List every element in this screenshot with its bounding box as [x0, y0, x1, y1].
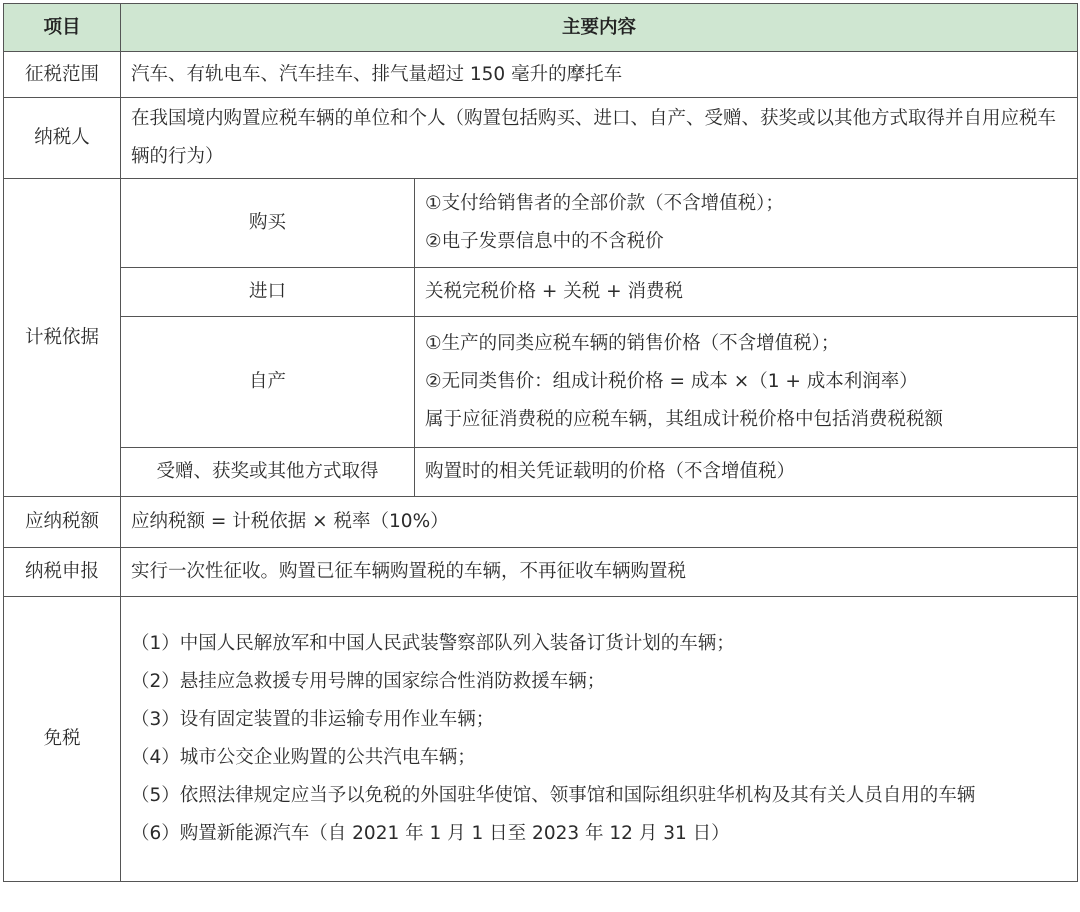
- table-row: [4, 597, 1078, 882]
- exempt-item: （5）依照法律规定应当予以免税的外国驻华使馆、领事馆和国际组织驻华机构及其有关人员自用的车辆: [131, 785, 976, 806]
- detail-line: 关税完税价格 + 关税 + 消费税: [425, 281, 684, 302]
- basis-type: 购买: [121, 179, 415, 268]
- basis-detail: [415, 268, 1078, 317]
- table-row: [4, 448, 1078, 497]
- vehicle-purchase-tax-table: [3, 3, 1078, 882]
- detail-line: 属于应征消费税的应税车辆，其组成计税价格中包括消费税税额: [425, 409, 944, 430]
- exempt-item: （1）中国人民解放军和中国人民武装警察部队列入装备订货计划的车辆；: [131, 633, 735, 654]
- basis-detail: [415, 448, 1078, 497]
- basis-detail: [415, 179, 1078, 268]
- table-row: [4, 497, 1078, 548]
- row-label-declare: 纳税申报: [4, 548, 121, 597]
- detail-line: ②无同类售价：组成计税价格 = 成本 ×（1 + 成本利润率）: [425, 371, 918, 392]
- table-row: [4, 548, 1078, 597]
- table-row: [4, 179, 1078, 268]
- header-content: 主要内容: [121, 4, 1078, 52]
- taxpayer-content: 在我国境内购置应税车辆的单位和个人（购置包括购买、进口、自产、受赠、获奖或以其他方式取得并自用应税车辆的行为）: [121, 98, 1078, 179]
- exempt-item: （2）悬挂应急救援专用号牌的国家综合性消防救援车辆；: [131, 671, 606, 692]
- row-label-basis: 计税依据: [4, 179, 121, 497]
- table-row: [4, 52, 1078, 98]
- detail-line: ②电子发票信息中的不含税价: [425, 231, 664, 252]
- header-row: [4, 4, 1078, 52]
- exempt-item: （4）城市公交企业购置的公共汽电车辆；: [131, 747, 476, 768]
- row-label-taxpayer: 纳税人: [4, 98, 121, 179]
- declare-content: 实行一次性征收。购置已征车辆购置税的车辆，不再征收车辆购置税: [121, 548, 1078, 597]
- row-label-amount: 应纳税额: [4, 497, 121, 548]
- basis-type: 进口: [121, 268, 415, 317]
- table-row: [4, 98, 1078, 179]
- basis-detail: [415, 317, 1078, 448]
- table-row: [4, 268, 1078, 317]
- basis-type: 受赠、获奖或其他方式取得: [121, 448, 415, 497]
- exempt-item: （3）设有固定装置的非运输专用作业车辆；: [131, 709, 495, 730]
- exempt-list: [121, 597, 1078, 882]
- scope-content: 汽车、有轨电车、汽车挂车、排气量超过 150 毫升的摩托车: [121, 52, 1078, 98]
- detail-line: ①生产的同类应税车辆的销售价格（不含增值税）；: [425, 333, 840, 354]
- header-item: 项目: [4, 4, 121, 52]
- detail-line: 购置时的相关凭证载明的价格（不含增值税）: [425, 461, 796, 482]
- basis-type: 自产: [121, 317, 415, 448]
- exempt-item: （6）购置新能源汽车（自 2021 年 1 月 1 日至 2023 年 12 月 31 日）: [131, 823, 730, 844]
- table-row: [4, 317, 1078, 448]
- row-label-exempt: 免税: [4, 597, 121, 882]
- detail-line: ①支付给销售者的全部价款（不含增值税）；: [425, 193, 784, 214]
- amount-content: 应纳税额 = 计税依据 × 税率（10%）: [121, 497, 1078, 548]
- row-label-scope: 征税范围: [4, 52, 121, 98]
